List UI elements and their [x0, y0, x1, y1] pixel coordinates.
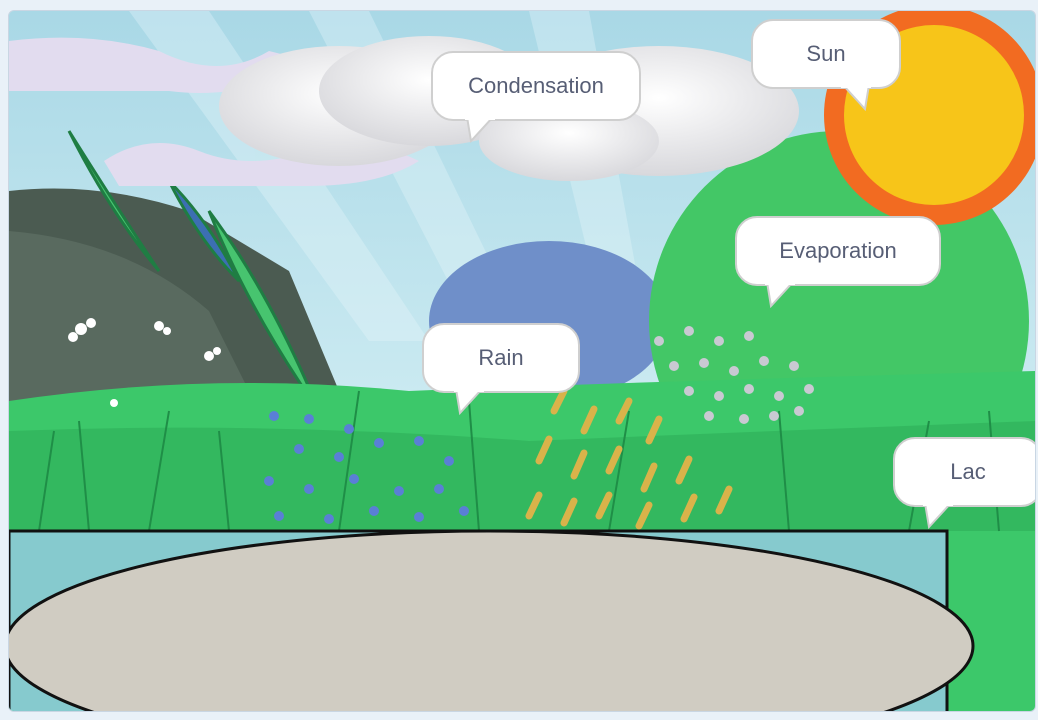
- evaporation-bubble[interactable]: [735, 216, 941, 286]
- bubble-tail: [465, 117, 495, 143]
- bubble-tail: [923, 503, 953, 529]
- evaporation-label: Evaporation: [779, 238, 897, 263]
- bubble-tail: [454, 389, 484, 415]
- scratch-stage[interactable]: [8, 10, 1036, 712]
- condensation-bubble[interactable]: [431, 51, 641, 121]
- sun-bubble[interactable]: [751, 19, 901, 89]
- lac-label: Lac: [950, 459, 986, 484]
- lac-bubble[interactable]: [893, 437, 1036, 507]
- rain-label: Rain: [478, 345, 524, 370]
- bubble-tail: [841, 85, 871, 111]
- rain-bubble[interactable]: [422, 323, 580, 393]
- condensation-label: Condensation: [468, 73, 604, 98]
- bubble-tail: [765, 282, 795, 308]
- sun-label: Sun: [806, 41, 846, 66]
